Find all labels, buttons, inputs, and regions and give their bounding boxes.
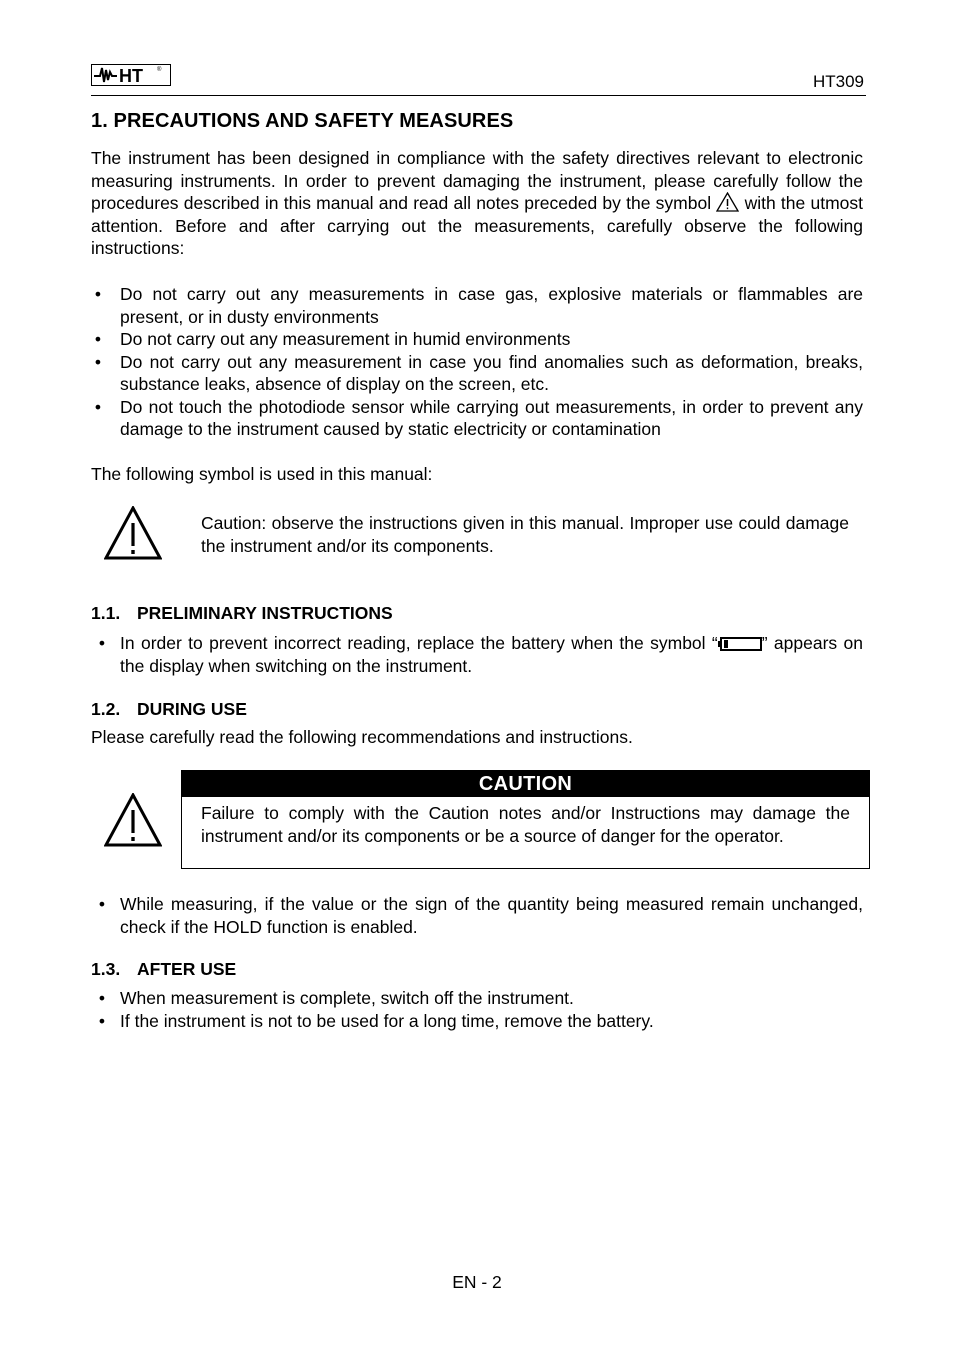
list-item-text: Do not carry out any measurements in case gas, explosive materials or flammables are present, or in dusty environments bbox=[120, 284, 863, 327]
during-use-paragraph: Please carefully read the following recommendations and instructions. bbox=[91, 727, 633, 747]
section-heading-1-2 bbox=[91, 699, 247, 720]
preliminary-list bbox=[91, 632, 863, 677]
intro-part2: with the utmost attention. Before and after carrying out the measurements, carefully observe the following instructions: bbox=[91, 193, 863, 258]
caution-title: CAUTION bbox=[182, 771, 869, 797]
list-item-text: While measuring, if the value or the sign of the quantity being measured remain unchanged, check if the HOLD function is enabled. bbox=[120, 894, 863, 937]
section-title: PRELIMINARY INSTRUCTIONS bbox=[137, 603, 393, 623]
bullet: • bbox=[98, 988, 106, 1008]
intro-paragraph bbox=[91, 147, 863, 260]
list-item-text: When measurement is complete, switch off the instrument. bbox=[120, 988, 574, 1008]
section-title: DURING USE bbox=[137, 699, 247, 719]
bullet: • bbox=[94, 284, 102, 304]
page-header bbox=[91, 60, 866, 96]
list-item-text: Do not carry out any measurement in case you find anomalies such as deformation, breaks, substance leaks, absence of display on the screen, etc. bbox=[120, 351, 863, 394]
section-number: 1.3. bbox=[91, 959, 121, 979]
bullet: • bbox=[94, 351, 102, 372]
list-item-text: In order to prevent incorrect reading, replace the battery when the symbol “ bbox=[120, 633, 718, 653]
list-item bbox=[91, 893, 863, 938]
list-item-text: Do not touch the photodiode sensor while carrying out measurements, in order to prevent any damage to the instrument caused by static electricity or contamination bbox=[120, 396, 863, 439]
caution-triangle-icon bbox=[104, 793, 162, 847]
bullet: • bbox=[94, 329, 102, 349]
after-use-list bbox=[91, 987, 863, 1032]
caution-symbol-description: Caution: observe the instructions given in this manual. Improper use could damage the instrument and/or its components. bbox=[201, 513, 849, 556]
section-heading-1-3 bbox=[91, 959, 236, 980]
symbol-intro: The following symbol is used in this manual: bbox=[91, 464, 433, 484]
precautions-list bbox=[91, 283, 863, 441]
list-item-text: Do not carry out any measurement in humid environments bbox=[120, 329, 571, 349]
low-battery-icon bbox=[718, 637, 762, 651]
caution-triangle-icon bbox=[104, 506, 162, 560]
list-item bbox=[91, 351, 863, 396]
model-label: HT309 bbox=[812, 72, 864, 91]
section-heading-1-1 bbox=[91, 603, 393, 624]
list-item bbox=[91, 328, 863, 351]
list-item-text: If the instrument is not to be used for a long time, remove the battery. bbox=[120, 1010, 654, 1031]
list-item-text: ” appears on the display when switching on the instrument. bbox=[120, 633, 863, 676]
logo-text: HT bbox=[119, 66, 143, 86]
list-item bbox=[91, 1010, 863, 1033]
svg-text:®: ® bbox=[157, 67, 162, 73]
list-item bbox=[91, 632, 863, 677]
intro-part1: The instrument has been designed in compliance with the safety directives relevant to electronic measuring instruments. In order to prevent damaging the instrument, please carefully follow the procedures described in this manual and read all notes preceded by the symbol bbox=[91, 148, 863, 213]
caution-box bbox=[181, 770, 870, 869]
bullet: • bbox=[94, 396, 102, 417]
page-title: 1. PRECAUTIONS AND SAFETY MEASURES bbox=[91, 110, 514, 132]
section-number: 1.1. bbox=[91, 603, 121, 623]
during-use-list bbox=[91, 893, 863, 938]
page-number: EN - 2 bbox=[452, 1272, 502, 1292]
list-item bbox=[91, 987, 863, 1010]
list-item bbox=[91, 283, 863, 328]
warning-triangle-icon bbox=[716, 192, 739, 212]
bullet: • bbox=[98, 1010, 106, 1031]
bullet: • bbox=[98, 894, 106, 914]
list-item bbox=[91, 396, 863, 441]
section-title: AFTER USE bbox=[137, 959, 237, 979]
section-number: 1.2. bbox=[91, 699, 121, 719]
ht-logo-icon bbox=[91, 62, 171, 88]
caution-text: Failure to comply with the Caution notes and/or Instructions may damage the instrument and/or its components or be a source of danger for the operator. bbox=[201, 803, 850, 846]
bullet: • bbox=[98, 633, 106, 653]
